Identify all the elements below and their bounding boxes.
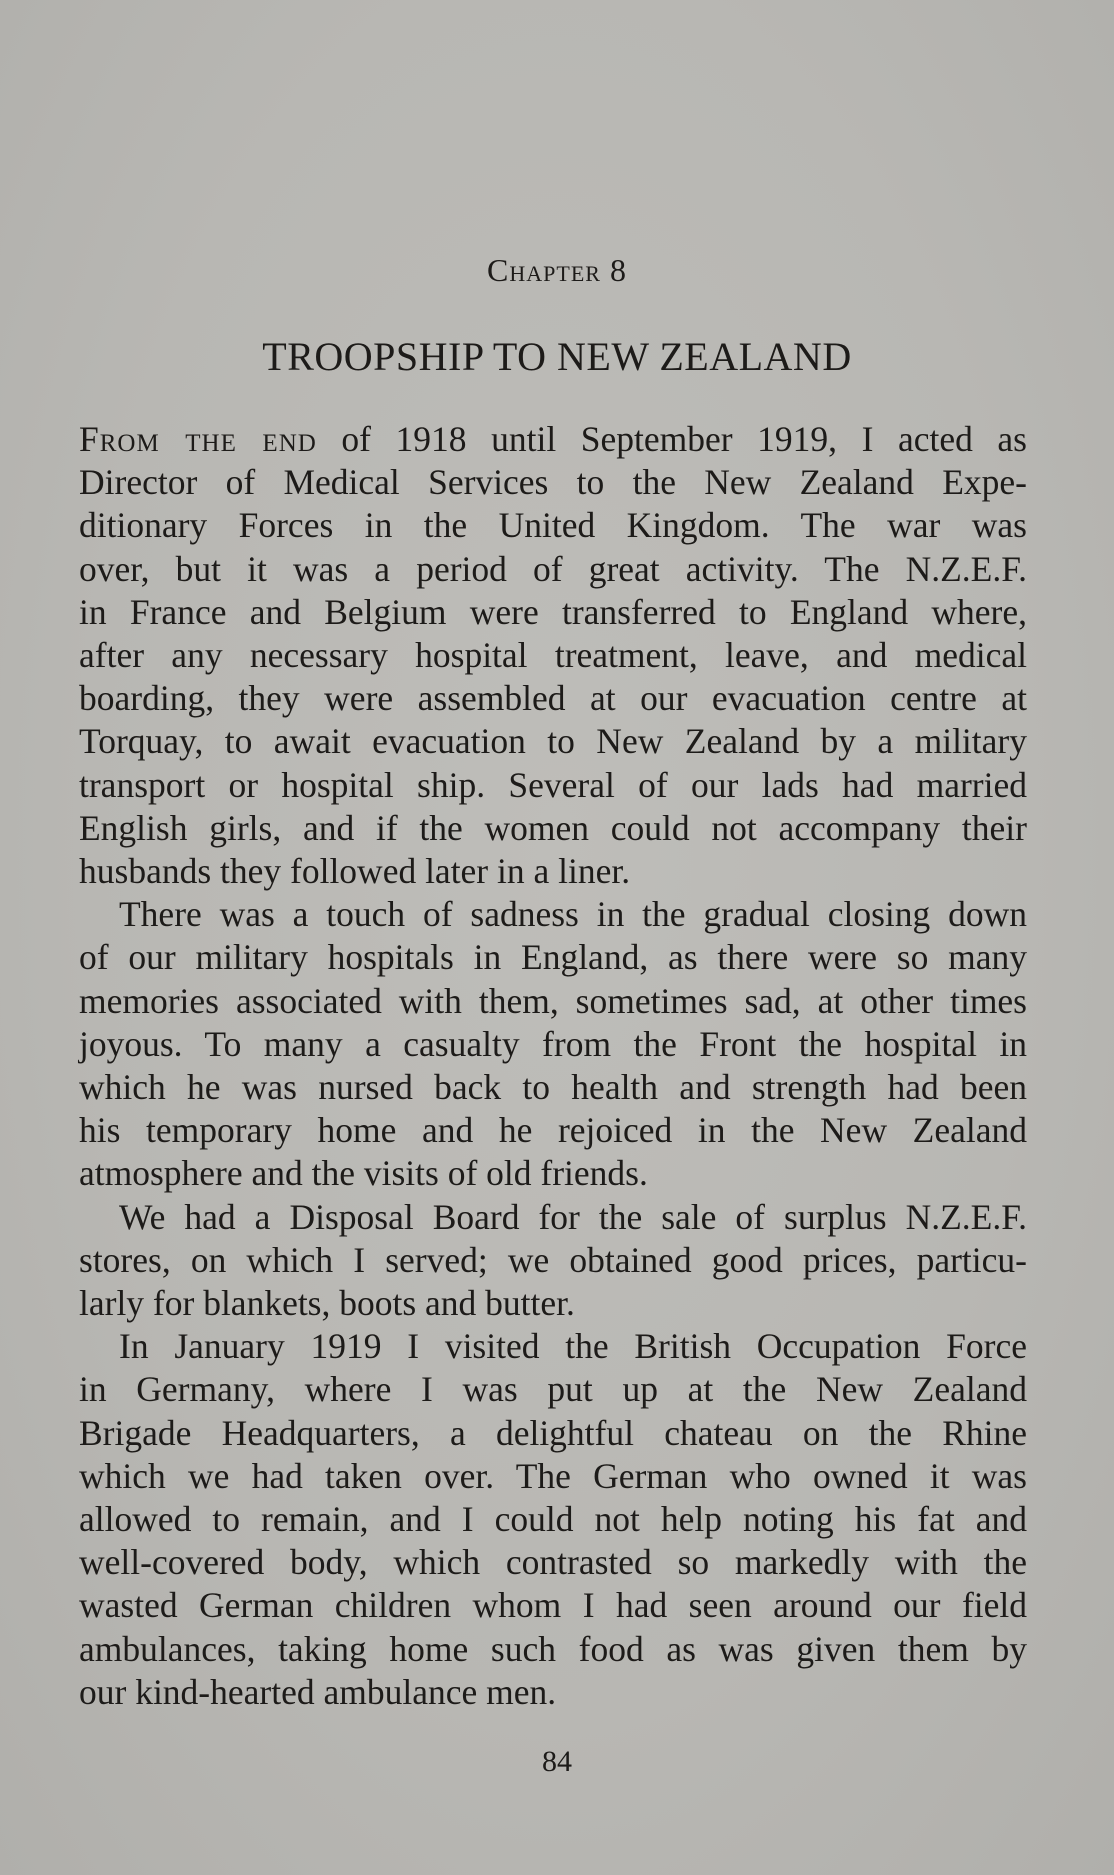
text-line: We had a Disposal Board for the sale of surplus N.Z.E.F. bbox=[119, 1196, 1027, 1237]
text-line: There was a touch of sadness in the gradual closing down bbox=[119, 894, 1027, 935]
text-line: ditionary Forces in the United Kingdom. The war was bbox=[79, 505, 1027, 546]
text-line: English girls, and if the women could not accompany their bbox=[79, 807, 1027, 848]
opening-small-caps: From the end bbox=[79, 419, 317, 459]
text-line: our kind-hearted ambulance men. bbox=[79, 1671, 557, 1712]
text-line: Director of Medical Services to the New Zealand Expe- bbox=[79, 462, 1027, 503]
text-line: husbands they followed later in a liner. bbox=[79, 851, 631, 892]
chapter-label-text: Chapter 8 bbox=[487, 252, 627, 288]
text-line: in Germany, where I was put up at the New Zealand bbox=[79, 1369, 1027, 1410]
text-line: In January 1919 I visited the British Occupation Force bbox=[119, 1326, 1027, 1367]
text-line: wasted German children whom I had seen around our field bbox=[79, 1585, 1027, 1626]
page-number: 84 bbox=[542, 1745, 572, 1778]
text-line: transport or hospital ship. Several of our lads had married bbox=[79, 764, 1027, 805]
chapter-label bbox=[0, 252, 1114, 289]
text-line: stores, on which I served; we obtained good prices, particu- bbox=[79, 1239, 1027, 1280]
text-line: after any necessary hospital treatment, leave, and medical bbox=[79, 635, 1027, 676]
text-line: in France and Belgium were transferred to England where, bbox=[79, 591, 1027, 632]
text-line: joyous. To many a casualty from the Front the hospital in bbox=[79, 1023, 1027, 1064]
text-line: well-covered body, which contrasted so markedly with the bbox=[79, 1542, 1027, 1583]
text-line: Torquay, to await evacuation to New Zealand by a military bbox=[79, 721, 1027, 762]
text-line: memories associated with them, sometimes sad, at other times bbox=[79, 980, 1027, 1021]
text-line: atmosphere and the visits of old friends. bbox=[79, 1153, 648, 1194]
text-line: which we had taken over. The German who owned it was bbox=[79, 1455, 1027, 1496]
text-line: his temporary home and he rejoiced in the New Zealand bbox=[79, 1110, 1027, 1151]
body-text bbox=[79, 418, 1027, 1714]
text-line: Brigade Headquarters, a delightful chateau on the Rhine bbox=[79, 1412, 1027, 1453]
text-line: allowed to remain, and I could not help noting his fat and bbox=[79, 1499, 1027, 1540]
text-line: From the end of 1918 until September 1919, I acted as bbox=[79, 419, 1028, 459]
text-line: of our military hospitals in England, as there were so many bbox=[79, 937, 1027, 978]
text-line: boarding, they were assembled at our evacuation centre at bbox=[79, 678, 1027, 719]
text-line: ambulances, taking home such food as was given them by bbox=[79, 1628, 1027, 1669]
chapter-title: TROOPSHIP TO NEW ZEALAND bbox=[262, 334, 852, 379]
text-line: which he was nursed back to health and strength had been bbox=[79, 1067, 1027, 1108]
text-line: larly for blankets, boots and butter. bbox=[79, 1283, 575, 1324]
text-line: over, but it was a period of great activity. The N.Z.E.F. bbox=[79, 548, 1027, 589]
